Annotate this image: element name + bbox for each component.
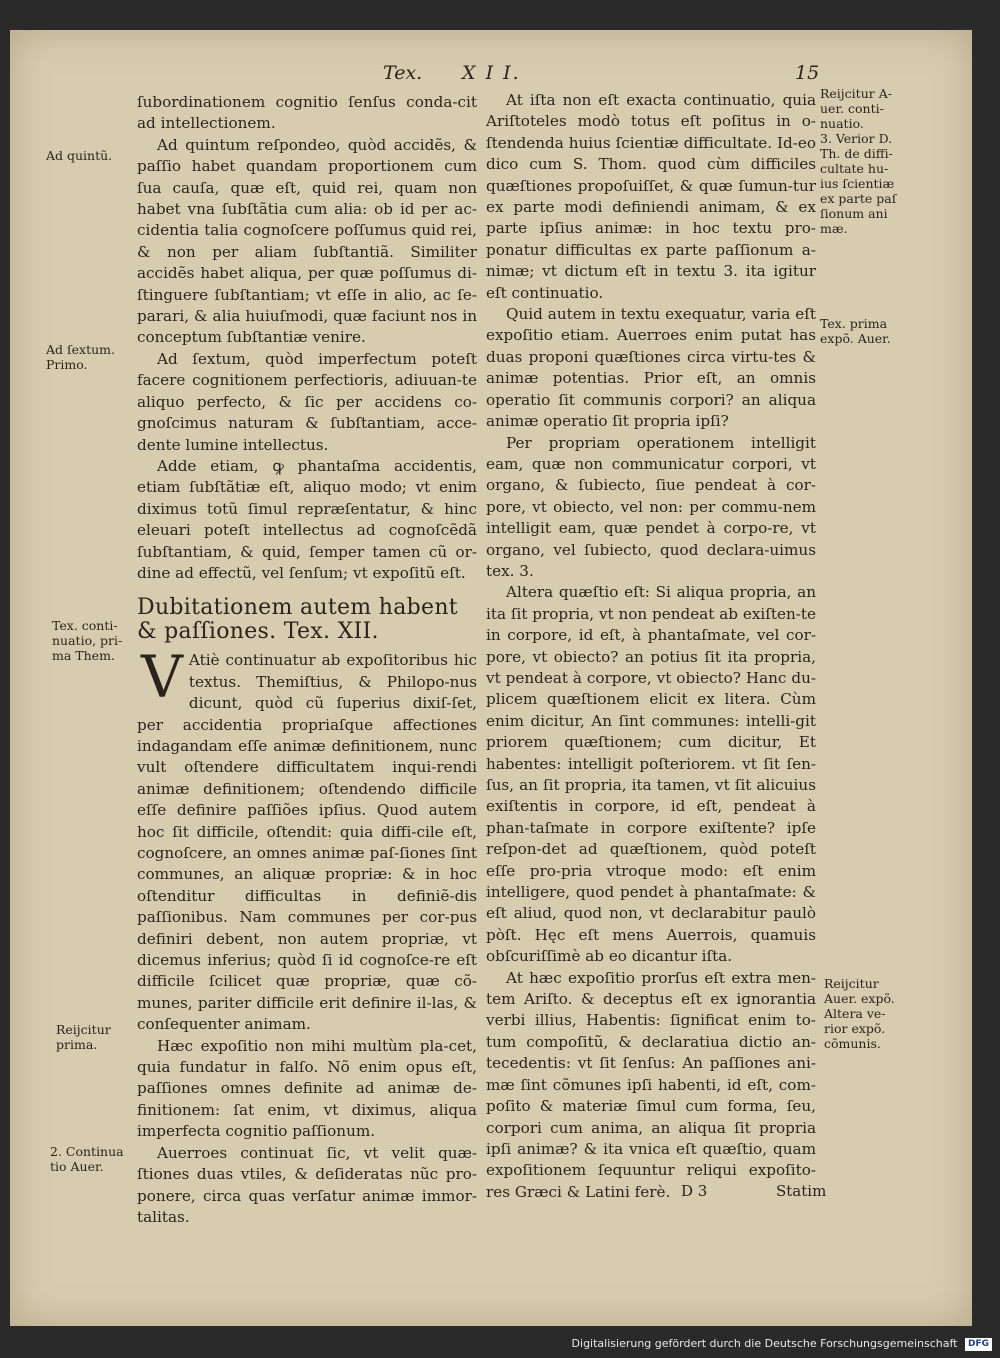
margin-note-line: Tex. prima: [820, 316, 888, 331]
margin-note-left: [52, 618, 122, 663]
margin-note-line: uer. conti-: [820, 101, 884, 116]
paragraph: Altera quæſtio eſt: Si aliqua propria, an ita ſit propria, vt non pendeat ab exiſten-te in corpore, id eſt, à phantaſmate, vel cor-pore, vt obiecto? an potius ſit ita propria, vt pendeat à corpore, vt obiecto? Hanc du-plicem quæſtionem elicit ex litera. Cùm enim dicitur, An ſint communes: intelli-git priorem quæſtionem; cum dicitur, Et habentes: intelligit poſteriorem. vt ſit ſen-ſus, an ſit propria, ita tamen, vt ſit alicuius exiſtentis in corpore, id eſt, pendeat à phan-taſmate in corpore exiſtente? ipſe reſpon-det ad quæſtionem, quòd poteſt eſſe pro-pria vtroque modo: eſt enim intelligere, quod pendet à phantaſmate: & eſt aliud, quod non, vt declarabitur paulò pòſt. Hęc eſt mens Auerrois, quamuis obſcuriſſimè ab eo dicantur iſta.: [486, 583, 816, 966]
margin-note-line: 2. Continua: [50, 1144, 124, 1159]
margin-note-line: Th. de diffi-: [820, 146, 893, 161]
margin-note-right: [824, 976, 895, 1051]
margin-note-left: [46, 148, 112, 163]
running-header: [0, 62, 1000, 84]
margin-note-line: 3. Verior D.: [820, 131, 893, 146]
paragraph: Per propriam operationem intelligit eam, quæ non communicatur corpori, vt organo, & ſubiecto, ſiue pendeat à cor-pore, vt obiecto, vel non: per commu-nem intelligit eam, quæ pendet à corpo-re, vt organo, vel ſubiecto, quod declara-uimus tex. 3.: [486, 433, 816, 580]
margin-note-line: rior expõ.: [824, 1021, 886, 1036]
section-heading: Dubitationem autem habent & paſſiones. Tex. XII.: [137, 595, 458, 645]
margin-note-line: nuatio.: [820, 116, 864, 131]
dfg-credit-text: Digitalisierung gefördert durch die Deutsche Forschungsgemeinschaft: [571, 1337, 958, 1350]
margin-note-line: cultate hu-: [820, 161, 889, 176]
margin-note-right: [820, 86, 896, 236]
dfg-credit-bar: [572, 1336, 992, 1352]
margin-note-left: [50, 1144, 124, 1174]
margin-note-line: Reijcitur: [824, 976, 879, 991]
margin-note-line: prima.: [56, 1037, 98, 1052]
margin-note-line: nuatio, pri-: [52, 633, 123, 648]
margin-note-line: Ad ſextum.: [46, 342, 115, 357]
paragraph: Ad quintum reſpondeo, quòd accidẽs, & paſſio habet quandam proportionem cum ſua cauſa, quæ eſt, quid rei, quam non habet vna ſubſtãtia cum alia: ob id per ac-cidentia talia cognoſcere poſſumus quid rei, & non per aliam ſubſtantiã. Similiter accidẽs habet aliqua, per quæ poſſumus di-ſtinguere ſubſtantiam; vt eſſe in alio, ac ſe-parari, & alia huiuſmodi, quæ faciunt nos in conceptum ſubſtantiæ venire.: [137, 135, 477, 347]
signature-mark: D 3: [681, 1182, 708, 1200]
margin-note-right: [820, 316, 891, 346]
margin-note-line: Reijcitur: [56, 1022, 111, 1037]
paragraph: Hæc expoſitio non mihi multùm pla-cet, quia fundatur in falſo. Nõ enim opus eſt, paſſiones omnes definite ad animæ de-finitionem: ſat enim, vt diximus, aliqua imperfecta cognitio paſſionum.: [137, 1036, 477, 1141]
margin-note-line: Ad quintũ.: [46, 148, 113, 163]
dropcap-paragraph: [137, 650, 477, 1035]
right-column: [486, 90, 816, 1203]
paragraph: ſubordinationem cognitio ſenſus conda-cit ad intellectionem.: [137, 93, 477, 133]
margin-note-line: Altera ve-: [824, 1006, 886, 1021]
paragraph: At hæc expoſitio prorſus eſt extra men-tem Ariſto. & deceptus eſt ex ignorantia verbi illius, Habentis: ſignificat enim to-tum compoſitũ, & declaratiua dictio an-tecedentis: vt ſit ſenſus: An paſſiones ani-mæ ſint cõmunes ipſi habenti, id eſt, com-poſito & materiæ ſimul cum forma, ſeu, corpori cum anima, an aliqua ſit propria ipſi animæ? & ita vnica eſt quæſtio, quam expoſitionem ſequuntur reliqui expoſito-res Græci & Latini ferè.: [486, 968, 816, 1201]
paragraph: Auerroes continuat ſic, vt velit quæ-ſtiones duas vtiles, & deſideratas nũc pro-ponere, circa quas verſatur animæ immor-talitas.: [137, 1143, 477, 1226]
margin-note-line: ma Them.: [52, 648, 115, 663]
margin-note-line: Primo.: [46, 357, 88, 372]
margin-note-left: [56, 1022, 111, 1052]
margin-note-line: Reijcitur A-: [820, 86, 892, 101]
margin-note-line: ex parte paſ: [820, 191, 897, 206]
margin-note-line: ſionum ani: [820, 206, 888, 221]
page-number: 15: [795, 62, 820, 84]
paragraph: Adde etiam, ꝙ phantaſma accidentis, etiam ſubſtãtiæ eſt, aliquo modo; vt enim diximus totũ ſimul repræſentatur, & hinc eleuari poteſt intellectus ad cognoſcẽdã ſubſtantiam, & quid, ſemper tamen cũ or-dine ad effectũ, vel ſenſum; vt expoſitũ eſt.: [137, 456, 477, 582]
paragraph: Atiè continuatur ab expoſitoribus hic textus. Themiſtius, & Philopo-nus dicunt, quòd cũ ſuperius dixiſ-ſet, per accidentia propriaſque affectiones indagandam eſſe animæ definitionem, nunc vult oſtendere difficultatem inqui-rendi animæ definitionem; oſtendendo difficile eſſe definire paſſiões ipſius. Quod autem hoc ſit difficile, oſtendit: quia diffi-cile eſt, cognoſcere, an omnes animæ paſ-ſiones ſint communes, an aliquæ propriæ: & in hoc oſtenditur difficultas in definiẽ-dis paſſionibus. Nam communes per cor-pus definiri debent, non autem propriæ, vt dicemus inferius; quòd ſi id cognoſce-re eſt difficile ſcilicet quæ propriæ, quæ cõ-munes, pariter difficile erit definire il-las, & conſequenter animam.: [137, 651, 477, 1034]
dfg-logo: DFG: [965, 1338, 992, 1351]
margin-note-line: cõmunis.: [824, 1036, 881, 1051]
margin-note-left: [46, 342, 115, 372]
margin-note-line: ius ſcientiæ: [820, 176, 895, 191]
margin-note-line: expõ. Auer.: [820, 331, 891, 346]
left-column: [137, 92, 477, 1228]
dropcap: V: [141, 650, 183, 712]
catchword: Statim: [776, 1182, 827, 1200]
header-text-number: X I I.: [462, 62, 521, 84]
margin-note-line: Tex. conti-: [52, 618, 118, 633]
paragraph: At iſta non eſt exacta continuatio, quia Ariſtoteles modò totus eſt poſitus in o-ſtendenda huius ſcientiæ difficultate. Id-eo dico cum S. Thom. quod cùm difficiles quæſtiones propoſuiſſet, & quæ ſumun-tur ex parte modi definiendi animam, & ex parte ipſius animæ: in hoc textu pro-ponatur difficultas ex parte paſſionum a-nimæ; vt dictum eſt in textu 3. ita igitur eſt continuatio.: [486, 91, 816, 302]
margin-note-line: tio Auer.: [50, 1159, 104, 1174]
header-tex: Tex.: [383, 62, 423, 84]
paragraph: Ad ſextum, quòd imperfectum poteſt facere cognitionem perfectioris, adiuuan-te aliquo perfecto, & ſic per accidens co-gnoſcimus naturam & ſubſtantiam, acce-dente lumine intellectus.: [137, 349, 477, 454]
margin-note-line: Auer. expõ.: [824, 991, 895, 1006]
paragraph: Quid autem in textu exequatur, varia eſt expoſitio etiam. Auerroes enim putat has duas proponi quæſtiones circa virtu-tes & animæ potentias. Prior eſt, an omnis operatio ſit communis corpori? an aliqua animæ operatio ſit propria ipſi?: [486, 305, 816, 431]
margin-note-line: mæ.: [820, 221, 848, 236]
